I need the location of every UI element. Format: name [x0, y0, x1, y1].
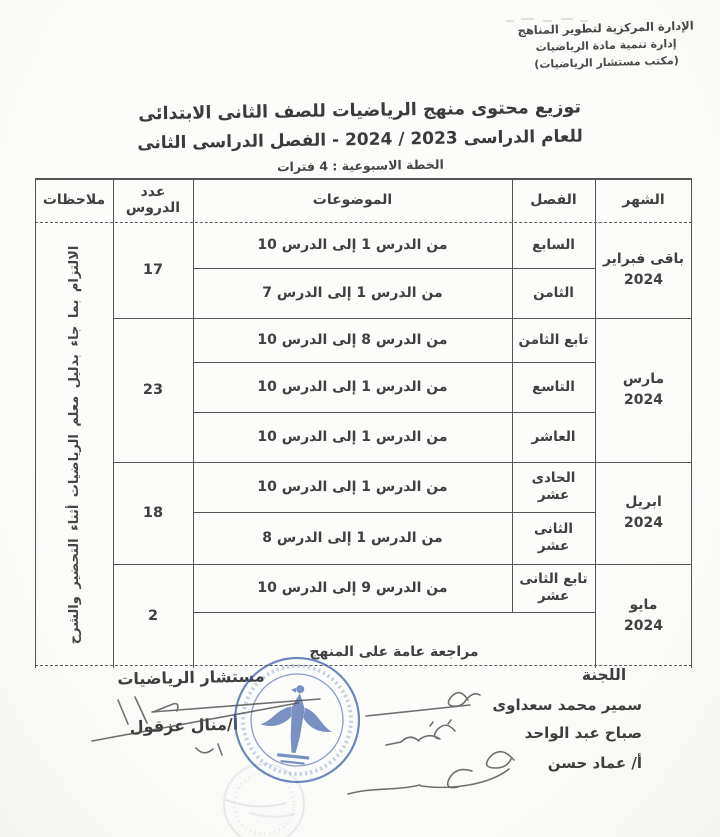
column-header-lessons: عدد الدروس: [125, 184, 181, 216]
topic-cell-7: من الدرس 1 إلى الدرس 8: [262, 530, 443, 546]
eagle-emblem-icon: [257, 681, 337, 767]
month-year: 2024: [624, 392, 663, 408]
letterhead-line-2: إدارة تنمية مادة الرياضيات: [535, 37, 677, 54]
month-cell-may: [595, 564, 692, 668]
committee-member-2: صباح عبد الواحد: [524, 724, 642, 742]
letterhead: [517, 18, 695, 74]
month-year: 2024: [624, 618, 663, 634]
document-title: [119, 92, 600, 181]
table-grid-line: [193, 178, 194, 668]
committee-member-1: سمير محمد سعداوى: [492, 696, 642, 714]
stamp-echo: [224, 764, 304, 837]
column-header-notes: ملاحظات: [42, 192, 106, 208]
letterhead-line-3: (مكتب مستشار الرياضيات): [533, 53, 679, 72]
lesson-count-april: 18: [142, 505, 164, 521]
committee-title: اللجنة: [581, 666, 627, 684]
table-grid-line: [193, 362, 595, 363]
consultant-date-marks-2: [196, 744, 222, 755]
consultant-name: أ/منال عزقول: [129, 714, 239, 737]
lesson-count-march: 23: [142, 382, 164, 398]
table-grid-line: [193, 612, 595, 613]
chapter-cell-8: الثامن: [533, 284, 574, 301]
table-grid-line: [595, 178, 596, 668]
table-grid-line: [113, 564, 692, 565]
table-grid-line: [35, 178, 692, 180]
title-line-1: توزيع محتوى منهج الرياضيات للصف الثانى الابتدائى: [138, 97, 582, 125]
chapter-cell-9: التاسع: [532, 378, 575, 395]
month-name: مايو: [629, 597, 658, 613]
month-name: مارس: [622, 371, 665, 387]
table-grid-line: [113, 178, 114, 668]
month-cell-february: [595, 222, 692, 318]
chapter-cell-7: السابع: [532, 236, 575, 253]
chapter-cell-11: الحادى عشر: [531, 470, 576, 503]
notes-cell: [35, 222, 113, 668]
table-grid-line: [193, 268, 595, 269]
letterhead-line-1: الإدارة المركزية لتطوير المناهج: [517, 18, 694, 38]
table-grid-line: [193, 412, 595, 413]
topic-cell-4: من الدرس 1 إلى الدرس 10: [257, 379, 448, 395]
lesson-count-may: 2: [147, 608, 159, 624]
topic-cell-2: من الدرس 1 إلى الدرس 7: [262, 285, 443, 301]
committee-member-3: أ/ عماد حسن: [547, 754, 642, 772]
chapter-cell-12: الثانى عشر: [533, 521, 573, 554]
table-grid-line: [691, 178, 692, 668]
month-cell-april: [595, 462, 692, 564]
topic-cell-1: من الدرس 1 إلى الدرس 10: [257, 237, 448, 253]
table-grid-line: [193, 512, 595, 513]
chapter-cell-8-cont: تابع الثامن: [518, 331, 589, 348]
notes-vertical-text: الالتزام بما جاء بدليل معلم الرياضيات أثناء التحضير والشرح: [66, 245, 82, 645]
table-grid-line: [35, 178, 36, 668]
column-header-topics: الموضوعات: [312, 192, 393, 208]
table-grid-line: [512, 178, 513, 612]
signature-member-3-loop: [448, 770, 472, 788]
table-grid-line: [113, 462, 692, 463]
topic-cell-6: من الدرس 1 إلى الدرس 10: [257, 479, 448, 495]
month-name: باقى فبراير: [602, 251, 685, 267]
topic-cell-5: من الدرس 1 إلى الدرس 10: [257, 429, 448, 445]
month-year: 2024: [624, 515, 663, 531]
month-name: ابريل: [625, 494, 662, 510]
title-line-3: الخطة الاسبوعية : 4 فترات: [276, 156, 444, 175]
lesson-count-february: 17: [142, 262, 164, 278]
topic-cell-8: من الدرس 9 إلى الدرس 10: [257, 580, 448, 596]
table-grid-line: [35, 222, 692, 223]
chapter-cell-10: العاشر: [531, 428, 576, 445]
official-stamp: [222, 648, 372, 837]
table-grid-line: [113, 318, 692, 319]
topic-cell-3: من الدرس 8 إلى الدرس 10: [257, 332, 448, 348]
month-year: 2024: [624, 272, 663, 288]
month-cell-march: [595, 318, 692, 462]
consultant-title: مستشار الرياضيات: [117, 666, 265, 689]
column-header-month: الشهر: [622, 192, 665, 208]
chapter-cell-12-cont: تابع الثانى عشر: [519, 571, 588, 604]
column-header-chapter: الفصل: [530, 192, 577, 208]
review-row-cell: مراجعة عامة على المنهج: [309, 644, 479, 660]
title-line-2: للعام الدراسى 2023 ‏/‏ 2024 - الفصل الدراسى الثانى: [137, 126, 584, 154]
curriculum-distribution-table: [35, 178, 692, 668]
signature-member-3-tail: [348, 769, 509, 794]
